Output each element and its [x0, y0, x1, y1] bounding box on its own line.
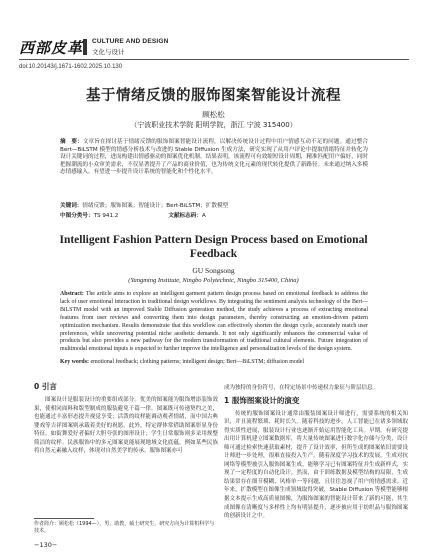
author-en: GU Songsong: [192, 266, 235, 275]
author-cn: 顾松松: [202, 110, 225, 119]
clc-label: 中图分类号：: [60, 213, 94, 219]
abstract-cn-text: 文章旨在探讨基于情绪反馈的服饰图案智能设计流程，以解决传统设计过程中用户情感互动不足的问题。通过整合 Bert—BiLSTM 模型的情感分析技术与改进的 Stable Diffusion 生成方法，研究实现了从用户评论中提取情绪特征并转化为设计关键词的过程，进而构建出情感驱动的图案优化机制。结果表明，该流程可有效缩短设计周期，精准匹配用户偏好，同时把握潮流的小众审美需求，不仅显著提升了产品的商业价值，也为传统文化元素的现代转化提供了新路径。未来通过纳入多模态情感输入，有望进一步提升设计系统的智能化和个性化水平。: [60, 139, 368, 176]
clc-value: TS 941.2: [93, 213, 119, 219]
intro-paragraph: 图案设计是服装设计的重要组成部分。优美的图案能为服饰增添装饰效果，使相同面料和版型制成的服装避免千篇一律。图案既可传递契约之美，也能通过丰富形态提升视觉享受；活泼的纹样能调动观者情绪，而中国古典婴戏等吉祥图案则承载着美好的祝愿。此外，特定群体常借助图案彰显身份特征，如街舞爱好者偏好大胆夸张的图形设计；学生日常服饰则多采用规整简洁的纹样。民族服饰中的多元图案更能展现地域文化底蕴，例如某些民族将自然元素融入纹样，体现对自然美学的传承。服饰图案亦可: [34, 397, 218, 455]
section1-heading: 1 服饰图案设计的演变: [224, 395, 300, 405]
keywords-en-text: emotional feedback; clothing patterns; intelligent design; Bert—BiLSTM; diffusion model: [90, 359, 305, 365]
doc-code-label: 文献标志码：: [168, 213, 202, 219]
header-divider-bar: [83, 39, 87, 55]
classification-line: [60, 211, 370, 219]
author-footnote: 作者简介：顾松松（1994—），男，助教，硕士研究生，研究方向为计算机科学与技术。: [34, 521, 215, 534]
doi-text: doi:10.20143/j.1671-1602.2025.10.130: [19, 64, 123, 70]
body-column-right: [224, 384, 408, 521]
page-number: −130−: [34, 541, 58, 549]
keywords-cn-text: 情绪反馈；服饰图案；智能设计；Bert-BiLSTM；扩散模型: [82, 203, 229, 209]
journal-header: [19, 37, 409, 57]
intro-paragraph-continued: 成为独特的身份符号，在特定场景中传递权力象征与阶层信息。: [224, 385, 379, 391]
header-rule: [19, 59, 409, 60]
paper-title-en: Intelligent Fashion Pattern Design Process based on Emotional Feedback: [59, 234, 368, 260]
keywords-en: [60, 359, 370, 365]
affiliation-en: (Yangming Institute, Ningbo Polytechnic, Ningbo 315400, China): [128, 277, 299, 284]
keywords-cn: [60, 203, 370, 210]
section1-paragraph: 传统的服饰图案设计通常由服装图案设计师进行，需要系统的相关知识，并且流程繁琐、耗时长久。随着科技的进步，人工智能已在诸多领域取得实质性进展，服装设计行业也逐渐开始运用智能化工具。早期，有研究提出用计算机建立图案数据库，将大量传统图案进行数字化存储与分类，设计师可通过检索快速获取素材，提升了设计效率，但所生成的图案依旧需要设计师进一步处理，很难直接投入生产。随着深度学习技术的发展，生成对抗网络等模型被引入服饰图案生成，能够学习已有图案特征并生成新样式，实现了一定程度的自动化设计。然而，由于训练数据及模型结构的局限，生成结果常存在细节模糊、风格单一等问题，且往往忽视了用户的情感需求。近年来，扩散模型在图像生成领域取得突破，Stable Diffusion 等模型能够根据文本提示生成高质量图像，为服饰图案的智能设计带来了新的可能，其生成图像在清晰度与多样性上均有明显提升，逐步被应用于纺织品与服饰图案的创新设计之中。: [224, 410, 408, 520]
section-name-cn: 文化与设计: [92, 48, 125, 56]
doc-code-value: A: [201, 213, 206, 219]
keywords-en-label: Key words:: [60, 359, 89, 365]
abstract-en-label: Abstract:: [60, 291, 84, 297]
paper-title-cn: 基于情绪反馈的服饰图案智能设计流程: [86, 88, 341, 104]
intro-heading: 0 引言: [34, 382, 57, 391]
abstract-en: [60, 291, 368, 354]
section-name-en: CULTURE AND DESIGN: [92, 38, 169, 45]
affiliation-cn: （宁波职业技术学院 阳明学院，浙江 宁波 315400）: [130, 121, 297, 129]
keywords-cn-label: 关键词：: [60, 203, 83, 209]
body-column-left: [34, 382, 218, 456]
journal-logo: 西部皮革: [19, 39, 84, 57]
abstract-en-text: The article aims to explore an intelligent garment pattern design process based on emotional feedback to address the lack of user emotional interaction in traditional design workflows. By integrating the sentiment analysis technology of the Bert—BiLSTM model with an improved Stable Diffusion generation method, the study achieves a process of extracting emotional features from user reviews and converting them into design parameters, thereby constructing an emotion-driven pattern optimization mechanism. Results demonstrate that this workflow can effectively shorten the design cycle, accurately match user preferences, while uncovering potential niche aesthetic demands. It not only significantly enhances the commercial value of products but also provides a new pathway for the modern transformation of traditional cultural elements. Future integration of multimodal emotional inputs is expected to further improve the intelligence and personalization levels of the design system.: [60, 291, 368, 353]
footnote-rule: [34, 518, 94, 519]
abstract-cn-label: 摘 要：: [60, 139, 83, 145]
abstract-cn: [60, 139, 368, 177]
